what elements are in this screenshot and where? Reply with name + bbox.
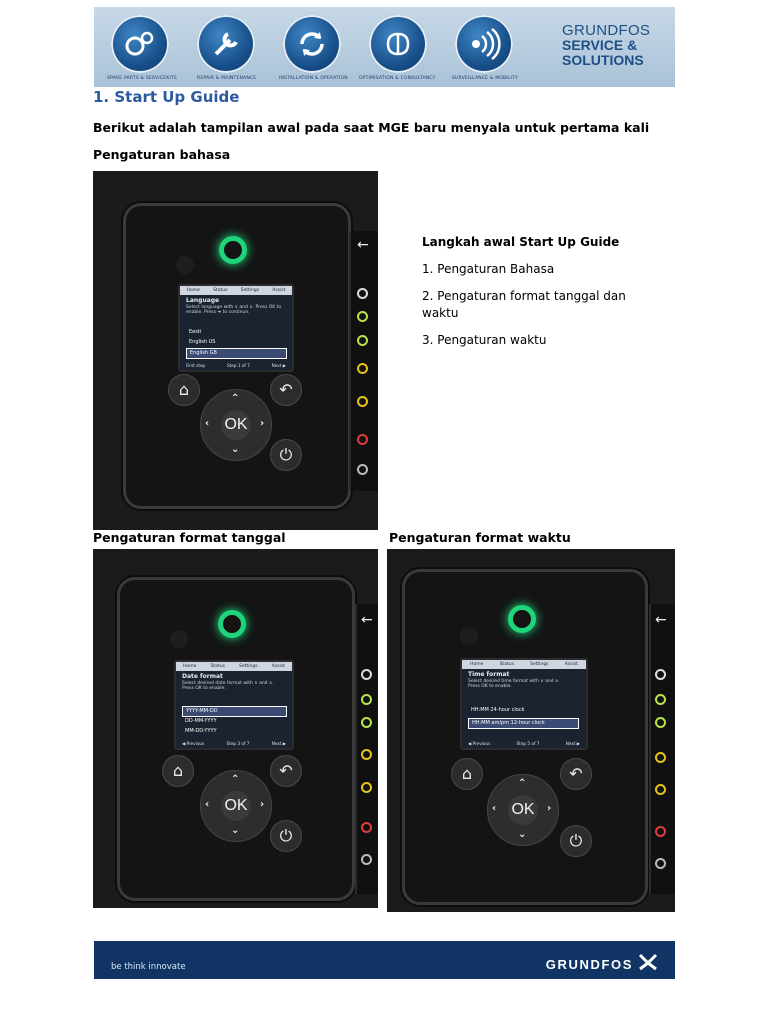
up-arrow-icon[interactable]: ⌃ [518, 778, 527, 789]
back-button[interactable]: ↶ [270, 755, 302, 787]
option-mm-dd-yyyy[interactable]: MM-DD-YYYY [185, 728, 217, 734]
steps-title: Langkah awal Start Up Guide [422, 235, 620, 249]
control-panel [117, 577, 355, 901]
status-led [655, 858, 666, 869]
banner-caption-installation: INSTALLATION & OPERATION [279, 76, 348, 81]
step-item: 2. Pengaturan format tanggal dan waktu [422, 289, 626, 320]
steps-list [422, 234, 637, 359]
down-arrow-icon[interactable]: ⌄ [231, 825, 240, 836]
option-english-us[interactable]: English US [189, 339, 216, 345]
banner-caption-optimisation: OPTIMISATION & CONSULTANCY [359, 76, 436, 81]
status-led [357, 311, 368, 322]
status-led [361, 854, 372, 865]
arrow-left-icon: ← [655, 612, 667, 628]
sensor [460, 627, 478, 645]
left-arrow-icon[interactable]: ‹ [492, 803, 497, 814]
right-arrow-icon[interactable]: › [260, 799, 265, 810]
section-language-heading: Pengaturan bahasa [93, 147, 231, 162]
header-banner [94, 7, 675, 87]
gears-icon [111, 15, 169, 73]
display-screen: Home Status Settings Assist Language Select language with ∨ and ∧. Press OK to enable. Press ➜ to continue. Eesti English US English GB First step Step 1 of 7 Next ▶ [178, 284, 294, 372]
status-led [361, 717, 372, 728]
arrow-left-icon: ← [357, 237, 369, 253]
left-arrow-icon[interactable]: ‹ [205, 799, 210, 810]
status-led [655, 752, 666, 763]
status-led [357, 335, 368, 346]
status-led [357, 363, 368, 374]
power-button[interactable]: ⏻ [270, 439, 302, 471]
status-led [361, 822, 372, 833]
wrench-icon [197, 15, 255, 73]
control-panel [402, 569, 648, 905]
side-indicator-panel [649, 604, 675, 894]
status-led [361, 669, 372, 680]
status-led [357, 434, 368, 445]
option-english-gb[interactable]: English GB [186, 348, 287, 359]
ok-button[interactable]: OK [221, 410, 251, 440]
status-led [655, 669, 666, 680]
screen-description: Select language with ∨ and ∧. Press OK to enable. Press ➜ to continue. [186, 305, 282, 315]
navigation-pad[interactable] [200, 389, 272, 461]
up-arrow-icon[interactable]: ⌃ [231, 774, 240, 785]
status-led [361, 782, 372, 793]
banner-caption-spare-parts: SPARE PARTS & SERVICEKITS [107, 76, 177, 81]
up-arrow-icon[interactable]: ⌃ [231, 393, 240, 404]
left-arrow-icon[interactable]: ‹ [205, 418, 210, 429]
status-led [655, 694, 666, 705]
option-12-hour[interactable]: HH:MM am/pm 12-hour clock [468, 718, 579, 729]
photo-time-format [387, 549, 675, 912]
screen-description: Select desired time format with ∨ and ∧. Press OK to enable. [468, 679, 560, 689]
power-led [219, 236, 247, 264]
page-title: 1. Start Up Guide [93, 88, 240, 106]
photo-date-format [93, 549, 378, 908]
sensor [176, 256, 194, 274]
control-panel [123, 203, 351, 509]
back-button[interactable]: ↶ [560, 758, 592, 790]
down-arrow-icon[interactable]: ⌄ [231, 444, 240, 455]
status-led [655, 717, 666, 728]
footer-tagline: be think innovate [111, 962, 186, 972]
status-led [655, 784, 666, 795]
screen-title: Time format [468, 671, 510, 678]
caption-date-format: Pengaturan format tanggal [93, 530, 286, 545]
power-led [218, 610, 246, 638]
brain-icon [369, 15, 427, 73]
step-item: 1. Pengaturan Bahasa [422, 262, 555, 276]
ok-button[interactable]: OK [221, 791, 251, 821]
option-dd-mm-yyyy[interactable]: DD-MM-YYYY [185, 718, 217, 724]
home-button[interactable]: ⌂ [451, 758, 483, 790]
option-yyyy-mm-dd[interactable]: YYYY-MM-DD [182, 706, 287, 717]
caption-time-format: Pengaturan format waktu [389, 530, 571, 545]
navigation-pad[interactable] [487, 774, 559, 846]
sensor [170, 630, 188, 648]
grundfos-logo: GRUNDFOS [545, 957, 633, 972]
power-button[interactable]: ⏻ [560, 825, 592, 857]
option-eesti[interactable]: Eesti [189, 329, 202, 335]
home-button[interactable]: ⌂ [162, 755, 194, 787]
screen-title: Language [186, 297, 220, 304]
ok-button[interactable]: OK [508, 795, 538, 825]
status-led [357, 464, 368, 475]
navigation-pad[interactable] [200, 770, 272, 842]
home-button[interactable]: ⌂ [168, 374, 200, 406]
footer-banner [94, 941, 675, 979]
service-solutions-logo: GRUNDFOS SERVICE & SOLUTIONS [562, 22, 651, 68]
display-screen: Home Status Settings Assist Time format Select desired time format with ∨ and ∧. Press OK to enable. HH:MM 24-hour clock HH:MM am/pm 12-hour clock ◀ Previous Step 5 of 7 Next ▶ [460, 658, 588, 750]
display-screen: Home Status Settings Assist Date format Select desired date format with ∨ and ∧. Press OK to enable. YYYY-MM-DD DD-MM-YYYY MM-DD-YYYY ◀ Previous Step 3 of 7 Next ▶ [174, 660, 294, 750]
status-led [655, 826, 666, 837]
option-24-hour[interactable]: HH:MM 24-hour clock [471, 707, 525, 713]
banner-caption-repair: REPAIR & MAINTENANCE [197, 76, 257, 81]
status-led [361, 694, 372, 705]
status-led [361, 749, 372, 760]
right-arrow-icon[interactable]: › [547, 803, 552, 814]
banner-caption-surveillance: SURVEILLANCE & MOBILITY [452, 76, 518, 81]
intro-text: Berikut adalah tampilan awal pada saat MGE baru menyala untuk pertama kali [93, 120, 650, 135]
back-button[interactable]: ↶ [270, 374, 302, 406]
power-led [508, 605, 536, 633]
power-button[interactable]: ⏻ [270, 820, 302, 852]
down-arrow-icon[interactable]: ⌄ [518, 829, 527, 840]
screen-title: Date format [182, 673, 223, 680]
photo-language-setting [93, 171, 378, 530]
side-indicator-panel [349, 231, 378, 491]
screen-description: Select desired date format with ∨ and ∧. Press OK to enable. [182, 681, 274, 691]
arrow-left-icon: ← [361, 612, 373, 628]
signal-icon [455, 15, 513, 73]
right-arrow-icon[interactable]: › [260, 418, 265, 429]
grundfos-x-icon [637, 952, 659, 972]
status-led [357, 396, 368, 407]
refresh-icon [283, 15, 341, 73]
step-item: 3. Pengaturan waktu [422, 333, 547, 347]
status-led [357, 288, 368, 299]
side-indicator-panel [355, 604, 378, 894]
